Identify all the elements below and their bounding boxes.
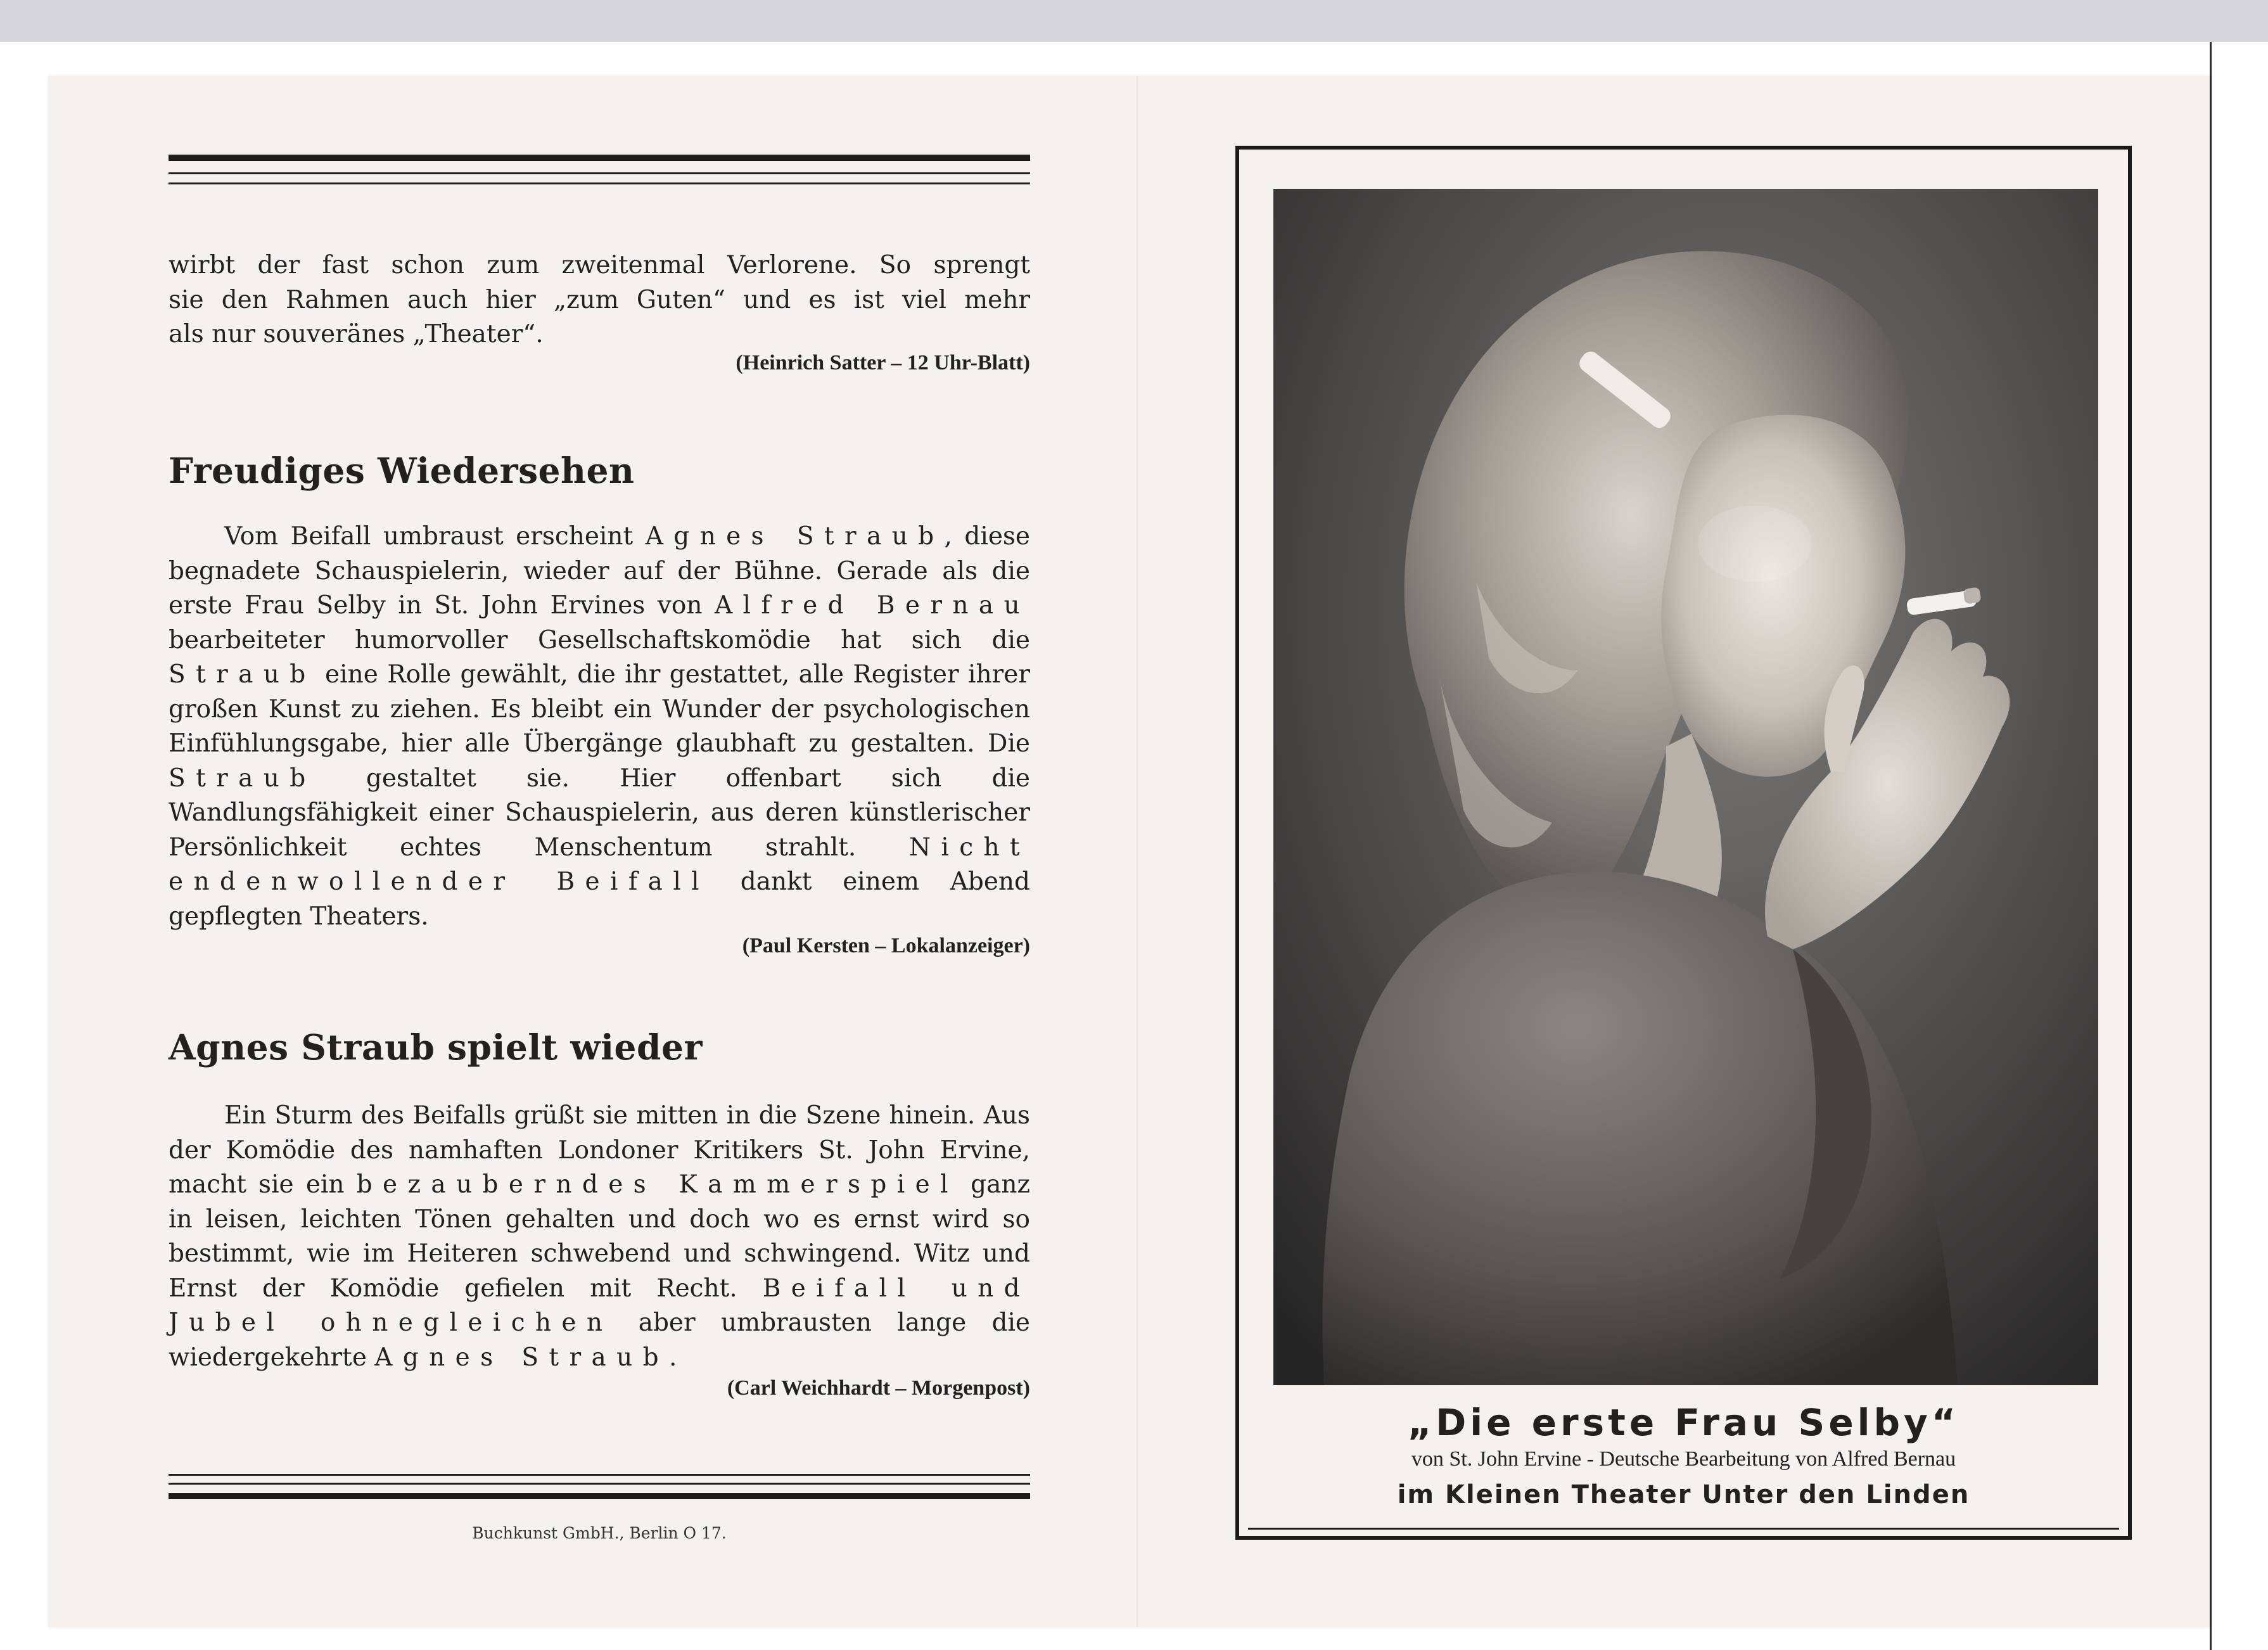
review-2-heading: Freudiges Wiedersehen [169, 450, 635, 491]
review-1-continuation [169, 248, 1030, 352]
scan-top-band [0, 0, 2268, 42]
portrait-illustration [1273, 189, 2098, 1385]
left-page [169, 76, 1030, 1627]
review-3-body [169, 1099, 1030, 1375]
review-1-line-1: wirbt der fast schon zum zweitenmal Verlorene. So sprengt [169, 251, 1030, 279]
review-2-attribution: (Paul Kersten – Lokalanzeiger) [742, 934, 1030, 957]
play-credit: von St. John Ervine - Deutsche Bearbeitung von Alfred Bernau [1411, 1447, 1956, 1471]
portrait-photo [1273, 189, 2098, 1385]
review-3-attribution: (Carl Weichhardt – Morgenpost) [727, 1376, 1030, 1400]
review-1-line-3: als nur souveränes „Theater“. [169, 320, 544, 349]
review-3-paragraph: Ein Sturm des Beifalls grüßt sie mitten in die Szene hinein. Aus der Komödie des namhaften Londoner Kritikers St. John Ervine, macht sie ein bezauberndes Kammerspiel ganz in leisen, leichten Tönen gehalten und doch wo es ernst wird so bestimmt, wie im Heiteren schwebend und schwingend. Witz und Ernst der Komödie gefielen mit Recht. Beifall und Jubel ohnegleichen aber umbrausten lange die wiedergekehrte Agnes Straub. [169, 1101, 1031, 1372]
play-title: „Die erste Frau Selby“ [1408, 1401, 1959, 1444]
printer-imprint: Buchkunst GmbH., Berlin O 17. [472, 1524, 727, 1542]
review-2-paragraph: Vom Beifall umbraust erscheint Agnes Straub, diese begnadete Schauspielerin, wieder auf der Bühne. Gerade als die erste Frau Selby in St. John Ervines von Alfred Bernau bearbeiteter humorvoller Gesellschaftskomödie hat sich die Straub eine Rolle gewählt, die ihr gestattet, alle Register ihrer großen Kunst zu ziehen. Es bleibt ein Wunder der psychologischen Einfühlungsgabe, hier alle Übergänge glaubhaft zu gestalten. Die Straub gestaltet sie. Hier offenbart sich die Wandlungsfähigkeit einer Schauspielerin, aus deren künstlerischer Persönlichkeit echtes Menschentum strahlt. Nicht endenwollender Beifall dankt einem Abend gepflegten Theaters. [169, 522, 1030, 931]
poster-bottom-line [1248, 1528, 2119, 1530]
scan-edge-line [2210, 42, 2212, 1650]
review-3-heading: Agnes Straub spielt wieder [169, 1026, 703, 1068]
review-1-attribution: (Heinrich Satter – 12 Uhr-Blatt) [736, 351, 1030, 374]
review-1-line-2: sie den Rahmen auch hier „zum Guten“ und es ist viel mehr [169, 285, 1030, 314]
play-venue: im Kleinen Theater Unter den Linden [1397, 1480, 1970, 1509]
poster-frame [1235, 146, 2132, 1540]
review-2-body [169, 520, 1030, 934]
center-fold [1137, 76, 1139, 1627]
scan-right-edge [2243, 42, 2268, 1650]
